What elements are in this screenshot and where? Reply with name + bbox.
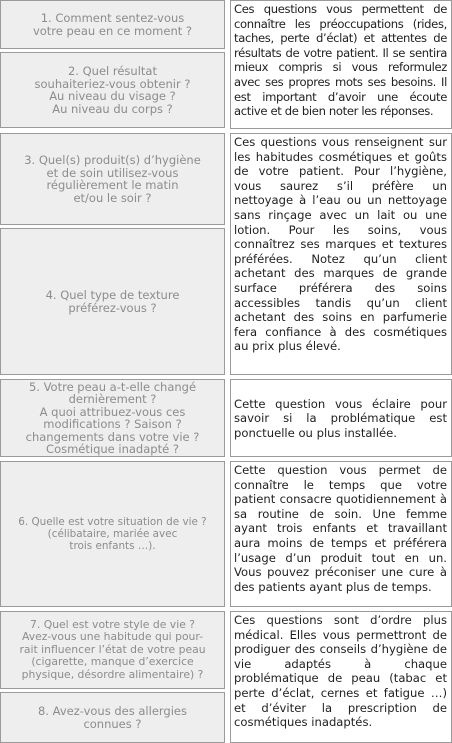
question-line: régulièrement le matin bbox=[46, 178, 179, 192]
question-line: physique, désordre alimentaire) ? bbox=[21, 667, 204, 681]
question-box-2 bbox=[0, 52, 225, 128]
question-line: rait influencer l’état de votre peau bbox=[19, 642, 206, 656]
question-line: connues ? bbox=[83, 716, 142, 731]
question-line: souhaiteriez-vous obtenir ? bbox=[34, 76, 191, 91]
question-box-6 bbox=[0, 461, 225, 607]
question-line: trois enfants …). bbox=[69, 540, 156, 552]
question-line: (célibataire, mariée avec bbox=[47, 528, 178, 540]
answer-text: Ces questions vous permettent de connaître les préoccupations (rides, taches, perte d’éclat) et attentes de résultats de votre patient. Il se sentira mieux compris si vous reformulez avec ses propres mots ses besoins. Il est important d’avoir une écoute active et de bien noter les réponses. bbox=[234, 2, 447, 119]
question-line: A quoi attribuez-vous ces bbox=[39, 404, 186, 419]
question-line: modifications ? Saison ? bbox=[43, 417, 182, 431]
question-box-4 bbox=[0, 228, 225, 375]
answer-box-5 bbox=[230, 611, 452, 743]
question-box-8 bbox=[0, 692, 225, 743]
answer-text: Cette question vous éclaire pour savoir si la problématique est ponctuelle ou plus installée. bbox=[234, 396, 447, 440]
answer-text: Cette question vous permet de connaître le temps que votre patient consacre quotidiennement à sa routine de soin. Une femme ayant trois enfants et travaillant aura moins de temps et préférera l’usage d’un produit tout en un. Vous pouvez préconiser une cure à des patients ayant plus de temps. bbox=[234, 463, 447, 594]
question-line: changements dans votre vie ? bbox=[25, 429, 200, 444]
question-line: (cigarette, manque d’exercice bbox=[31, 655, 194, 669]
question-line: 3. Quel(s) produit(s) d’hygiène bbox=[24, 153, 201, 167]
question-line: et/ou le soir ? bbox=[73, 190, 152, 205]
answer-box-3 bbox=[230, 379, 452, 457]
question-line: 5. Votre peau a-t-elle changé bbox=[28, 379, 197, 394]
question-line: Cosmétique inadapté ? bbox=[46, 442, 179, 456]
answer-box-2 bbox=[230, 133, 452, 375]
question-line: Au niveau du corps ? bbox=[52, 101, 173, 116]
answer-text: Ces questions sont d’ordre plus médical. Elles vous permettront de prodiguer des conseils d’hygiène de vie adaptés à chaque problématique de peau (tabac et perte d’éclat, cernes et fatigue …) et d’éviter la prescription de cosmétiques inadaptés. bbox=[234, 613, 447, 730]
question-box-5 bbox=[0, 379, 225, 457]
question-line: Avez-vous une habitude qui pour- bbox=[21, 630, 204, 644]
question-line: 2. Quel résultat bbox=[67, 64, 157, 78]
question-line: 7. Quel est votre style de vie ? bbox=[29, 617, 196, 631]
question-line: 1. Comment sentez-vous bbox=[40, 11, 185, 25]
answer-text: Ces questions vous renseignent sur les habitudes cosmétiques et goûts de votre patient. Pour l’hygiène, vous saurez s’il préfère un nettoyage à l’eau ou un nettoyage sans rinçage avec un lait ou une lotion. Pour les soins, vous connaîtrez ses marques et textures préférées. Notez qu’un client achetant des marques de grande surface préférera des soins accessibles tandis qu’un client achetant des soins en parfumerie fera confiance à des cosmétiques au prix plus élevé. bbox=[234, 135, 447, 354]
answer-box-1 bbox=[230, 0, 452, 129]
question-line: et de soin utilisez-vous bbox=[46, 165, 179, 180]
question-box-3 bbox=[0, 133, 225, 225]
question-line: votre peau en ce moment ? bbox=[32, 23, 193, 38]
question-line: Au niveau du visage ? bbox=[49, 89, 176, 103]
answer-box-4 bbox=[230, 461, 452, 607]
question-box-1 bbox=[0, 0, 225, 49]
question-line: dernièrement ? bbox=[68, 392, 157, 406]
question-box-7 bbox=[0, 611, 225, 689]
question-line: 6. Quelle est votre situation de vie ? bbox=[18, 516, 207, 528]
question-line: 8. Avez-vous des allergies bbox=[38, 704, 187, 718]
question-line: 4. Quel type de texture bbox=[45, 288, 180, 302]
question-line: préférez-vous ? bbox=[68, 300, 157, 315]
